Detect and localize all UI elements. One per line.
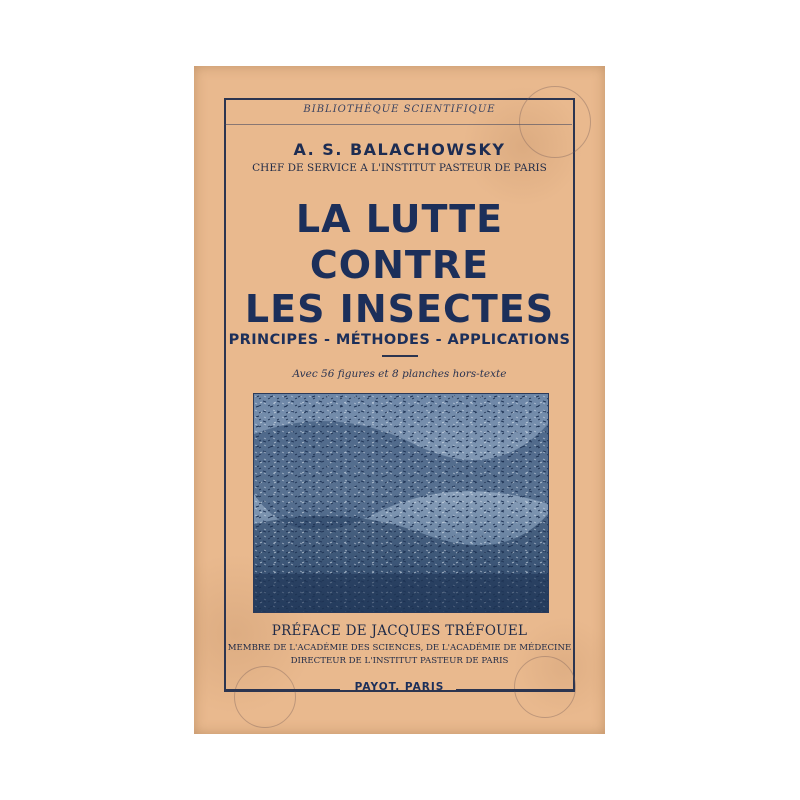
book-cover — [194, 66, 605, 734]
preface-author-membership: MEMBRE DE L'ACADÉMIE DES SCIENCES, DE L'ACADÉMIE DE MÉDECINE — [227, 643, 572, 653]
publisher-name: PAYOT. PARIS — [354, 681, 445, 693]
library-stamp — [234, 666, 296, 728]
author-position: CHEF DE SERVICE A L'INSTITUT PASTEUR DE PARIS — [252, 162, 547, 174]
preface-credit: PRÉFACE DE JACQUES TRÉFOUEL — [271, 623, 528, 639]
figures-note: Avec 56 figures et 8 planches hors-texte — [292, 368, 507, 380]
subtitle-rule — [382, 355, 418, 357]
preface-author-position: DIRECTEUR DE L'INSTITUT PASTEUR DE PARIS — [290, 656, 509, 666]
book-title-line-2: CONTRE — [309, 243, 490, 287]
book-title-line-3: LES INSECTES — [244, 287, 555, 331]
book-title-line-1: LA LUTTE — [295, 197, 504, 241]
author-name: A. S. BALACHOWSKY — [293, 140, 506, 159]
locust-swarm-photo — [253, 393, 549, 613]
series-name: BIBLIOTHÈQUE SCIENTIFIQUE — [303, 104, 496, 115]
book-subtitle: PRINCIPES - MÉTHODES - APPLICATIONS — [228, 332, 571, 348]
